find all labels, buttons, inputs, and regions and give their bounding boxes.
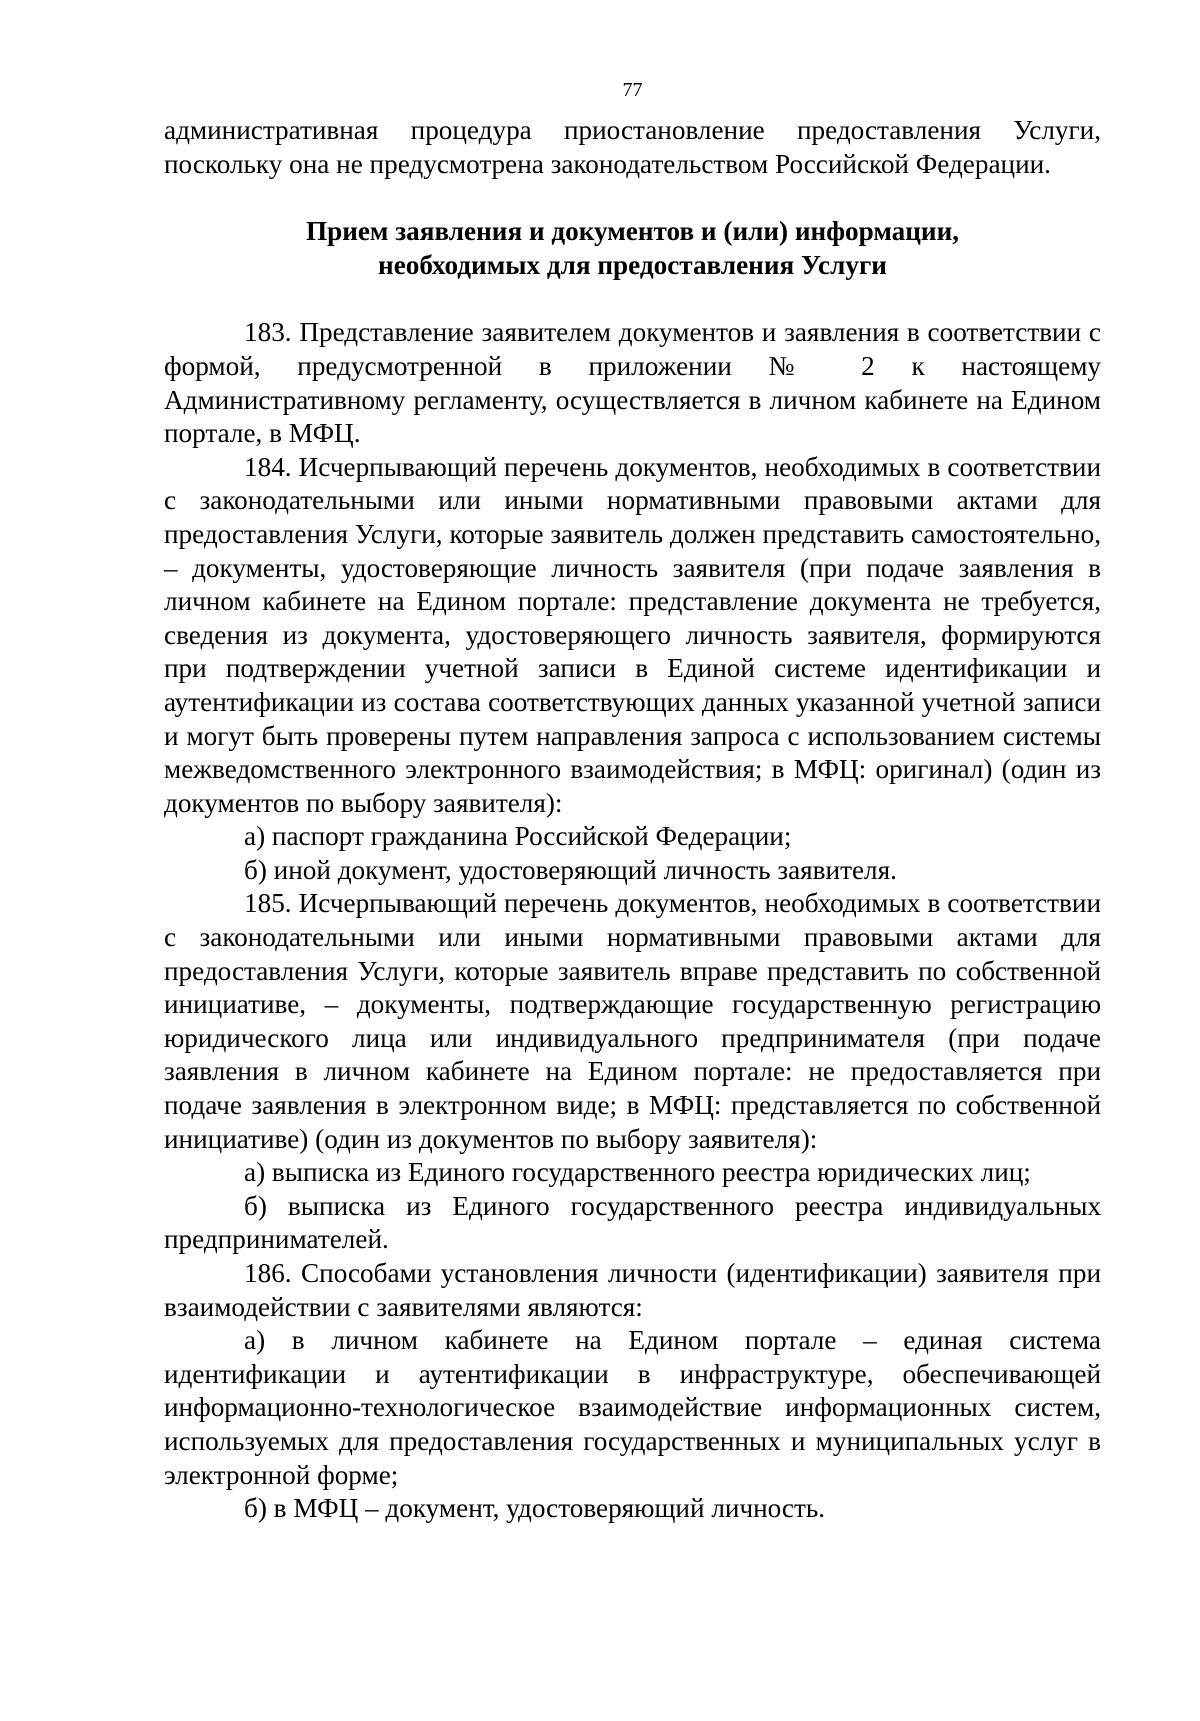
paragraph-184-item-b: б) иной документ, удостоверяющий личность заявителя. [244, 854, 897, 885]
section-heading [164, 215, 1101, 282]
paragraph-185: 185. Исчерпывающий перечень документов, необходимых в соответствии с законодательными или иными нормативными правовыми актами для предоставления Услуги, которые заявитель вправе представить по собственной инициативе, – документы, подтверждающие государственную регистрацию юридического лица или индивидуального предпринимателя (при подаче заявления в личном кабинете на Едином портале: не предоставляется при подаче заявления в электронном виде; в МФЦ: представляется по собственной инициативе) (один из документов по выбору заявителя): [164, 888, 1101, 1154]
paragraph-183: 183. Представление заявителем документов и заявления в соответствии с формой, предусмотренной в приложении № 2 к настоящему Административному регламенту, осуществляется в личном кабинете на Едином портале, в МФЦ. [164, 317, 1101, 449]
page-number: 77 [622, 79, 643, 101]
section-heading-line-1: Прием заявления и документов и (или) информации, [305, 216, 960, 247]
paragraph-186-item-a: а) в личном кабинете на Едином портале – единая система идентификации и аутентификации в инфраструктуре, обеспечивающей информационно-технологическое взаимодействие информационных систем, используемых для предоставления государственных и муниципальных услуг в электронной форме; [164, 1325, 1101, 1490]
paragraph-184-item-a: а) паспорт гражданина Российской Федерации; [244, 821, 792, 852]
intro-paragraph: административная процедура приостановление предоставления Услуги, поскольку она не предусмотрена законодательством Российской Федерации. [164, 115, 1101, 179]
paragraph-185-item-a: а) выписка из Единого государственного реестра юридических лиц; [244, 1157, 1031, 1188]
document-page [164, 78, 1101, 1526]
section-heading-line-2: необходимых для предоставления Услуги [378, 249, 887, 280]
paragraph-185-item-b: б) выписка из Единого государственного реестра индивидуальных предпринимателей. [164, 1190, 1101, 1255]
paragraph-186-item-b: б) в МФЦ – документ, удостоверяющий личность. [244, 1493, 826, 1524]
paragraph-186: 186. Способами установления личности (идентификации) заявителя при взаимодействии с заявителями являются: [164, 1258, 1101, 1322]
paragraph-184: 184. Исчерпывающий перечень документов, необходимых в соответствии с законодательными или иными нормативными правовыми актами для предоставления Услуги, которые заявитель должен представить самостоятельно, – документы, удостоверяющие личность заявителя (при подаче заявления в личном кабинете на Едином портале: представление документа не требуется, сведения из документа, удостоверяющего личность заявителя, формируются при подтверждении учетной записи в Единой системе идентификации и аутентификации из состава соответствующих данных указанной учетной записи и могут быть проверены путем направления запроса с использованием системы межведомственного электронного взаимодействия; в МФЦ: оригинал) (один из документов по выбору заявителя): [164, 451, 1101, 818]
